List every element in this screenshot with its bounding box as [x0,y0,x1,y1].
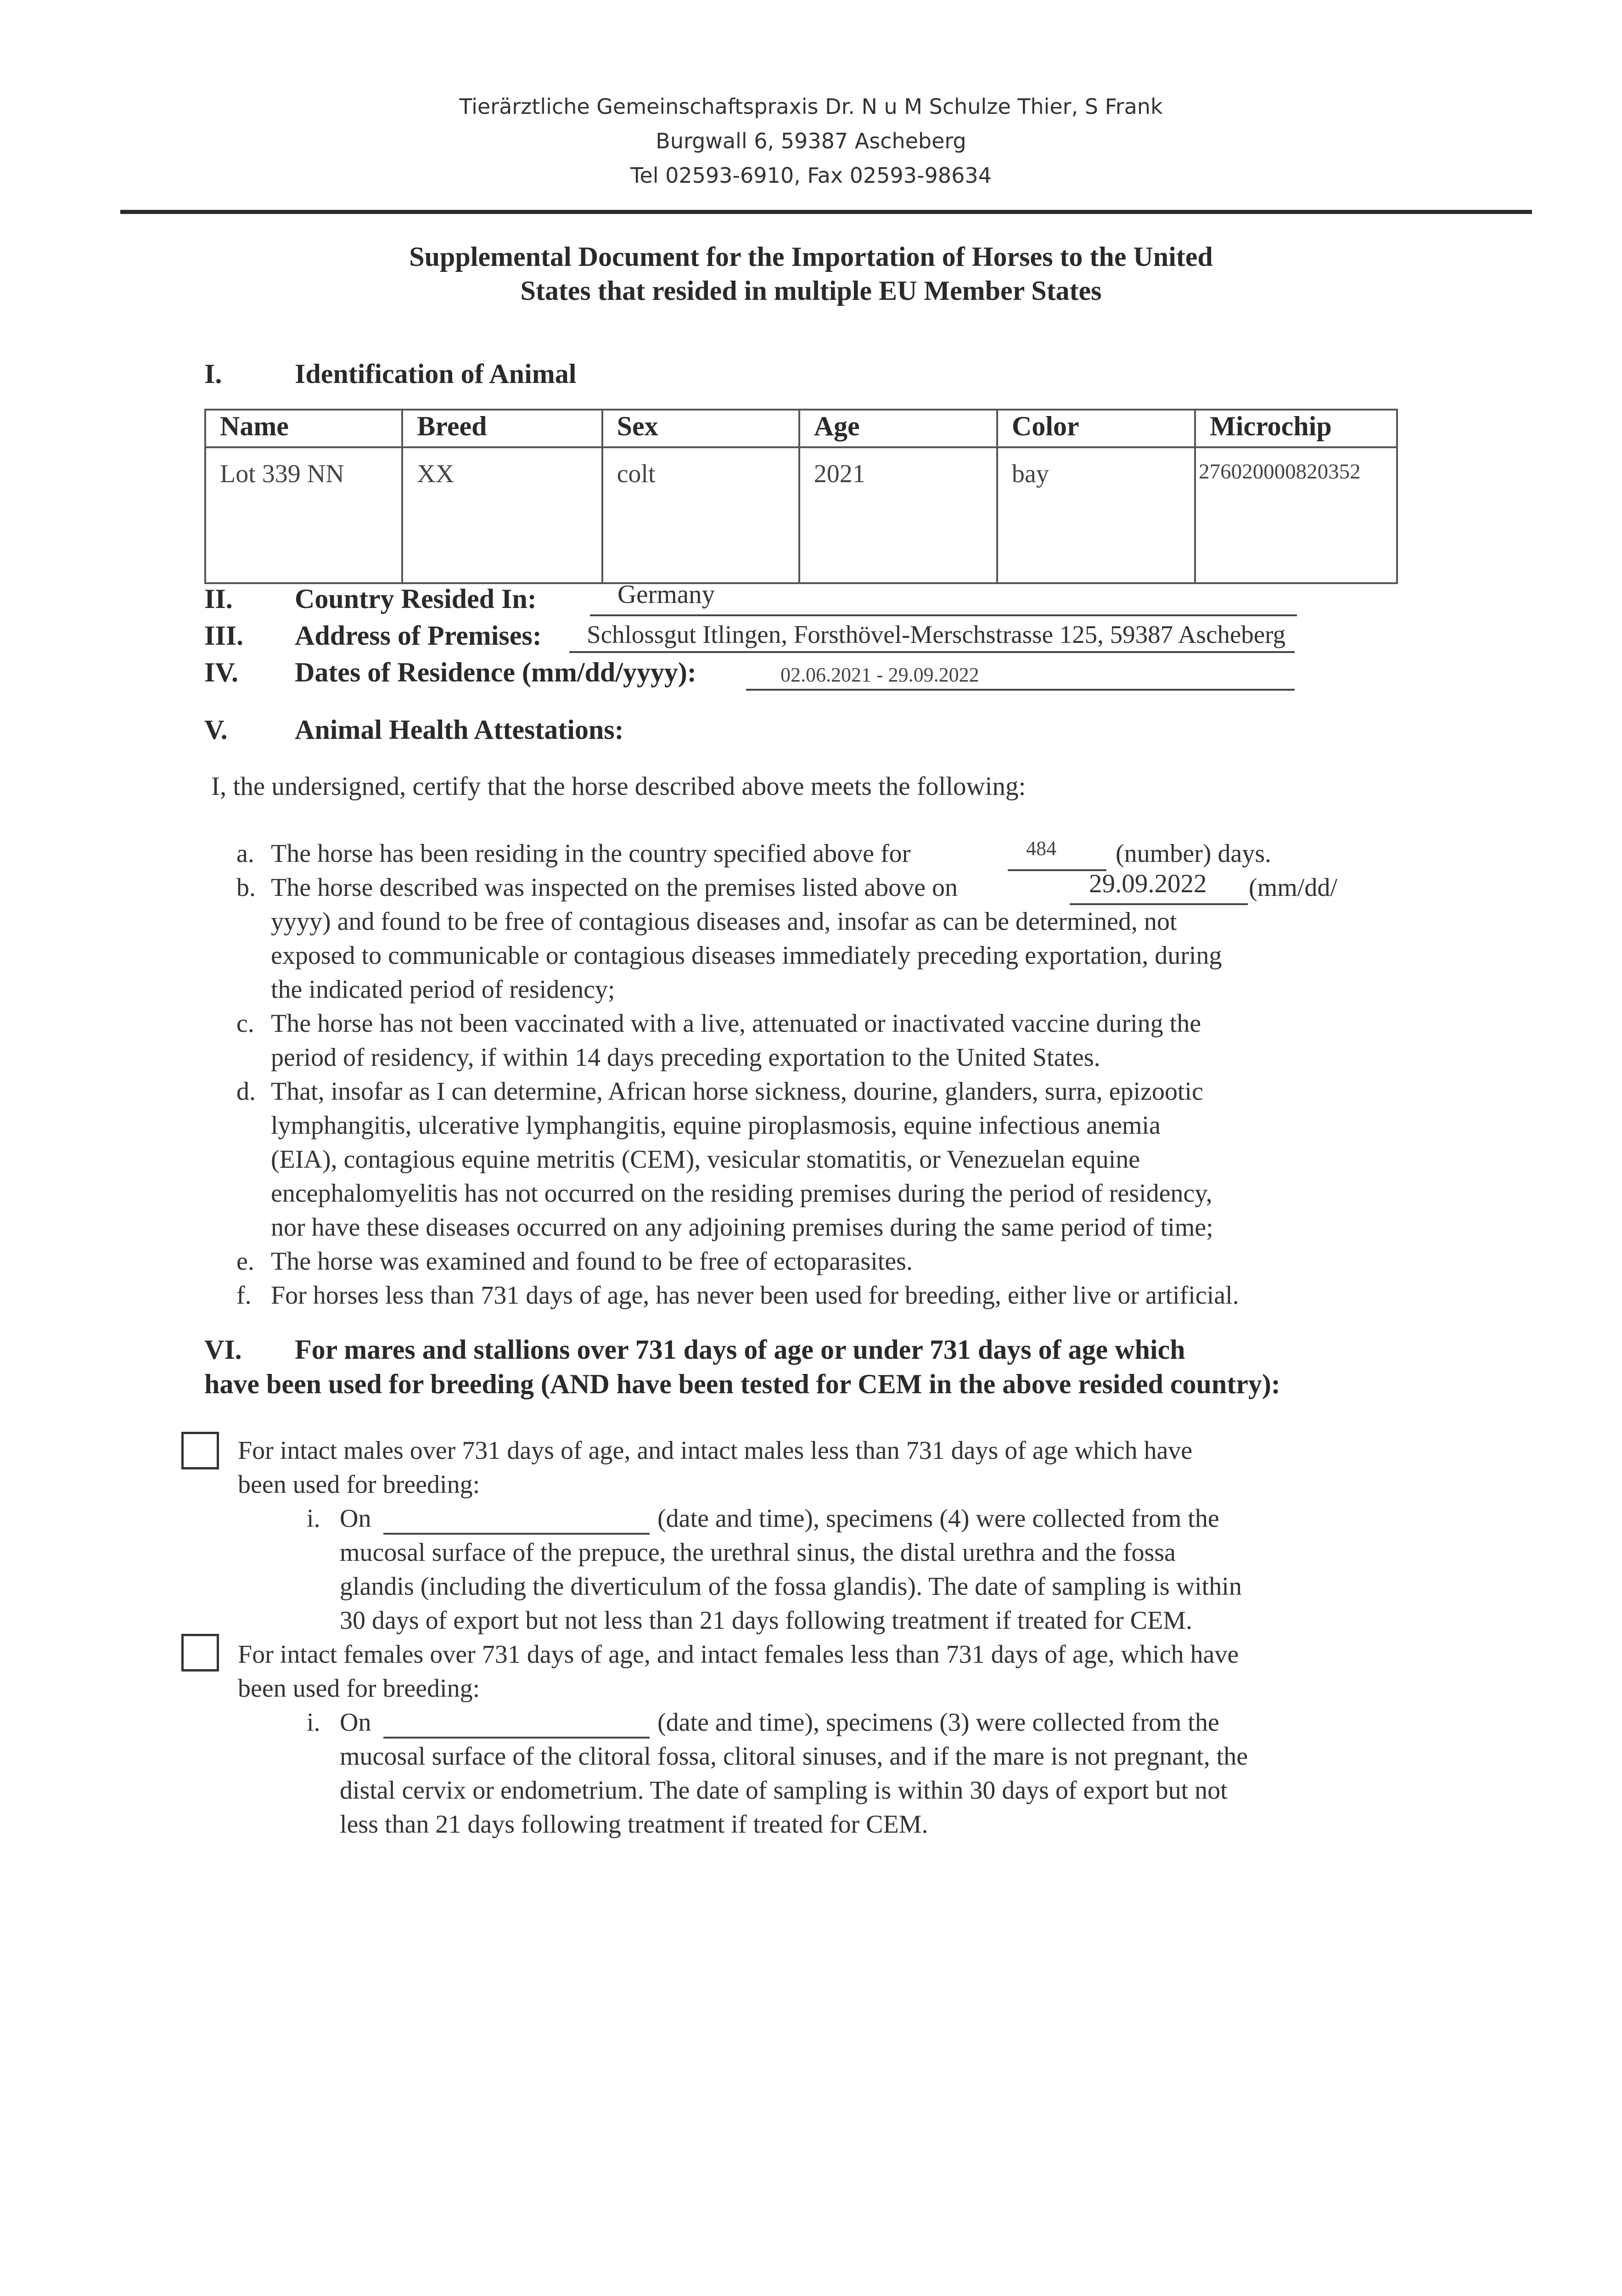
cell-age: 2021 [799,447,997,583]
males-after-blank: (date and time), specimens (4) were collected from the [657,1504,1219,1533]
header-microchip: Microchip [1195,410,1397,447]
document-title-line1: Supplemental Document for the Importation of Horses to the United [409,242,1213,272]
residing-days-value: 484 [1026,837,1056,860]
letterhead-divider [120,210,1532,214]
item-a-marker: a. [236,839,254,868]
section-4-number: IV. [204,657,238,687]
item-c-line2: period of residency, if within 14 days preceding exportation to the United States. [271,1043,1100,1072]
females-after-blank: (date and time), specimens (3) were collected from the [657,1708,1219,1737]
item-e-line1: The horse was examined and found to be free of ectoparasites. [271,1247,913,1276]
letterhead-practice: Tierärztliche Gemeinschaftspraxis Dr. N u M Schulze Thier, S Frank [459,94,1163,119]
males-line1: For intact males over 731 days of age, and intact males less than 731 days of age which have [238,1436,1193,1465]
item-f-line1: For horses less than 731 days of age, has never been used for breeding, either live or artificial. [271,1281,1239,1310]
header-name: Name [205,410,402,447]
females-item-marker: i. [307,1708,320,1737]
males-on-label: On [340,1504,371,1533]
section-6-label-line1: For mares and stallions over 731 days of age or under 731 days of age which [295,1334,1185,1365]
section-3-number: III. [204,620,244,651]
section-2-number: II. [204,584,233,614]
item-b-line3: the indicated period of residency; [271,975,615,1004]
section-5-label: Animal Health Attestations: [295,715,624,745]
country-value: Germany [617,580,715,609]
item-b-text: The horse described was inspected on the premises listed above on [271,873,958,902]
item-b-line2: exposed to communicable or contagious diseases immediately preceding exportation, during [271,941,1222,970]
header-color: Color [997,410,1195,447]
females-on-label: On [340,1708,371,1737]
males-cont-line1: mucosal surface of the prepuce, the urethral sinus, the distal urethra and the fossa [340,1538,1176,1567]
females-cont-line3: less than 21 days following treatment if treated for CEM. [340,1810,928,1839]
letterhead-phone: Tel 02593-6910, Fax 02593-98634 [630,163,992,188]
item-a-suffix: (number) days. [1116,839,1272,868]
cell-name: Lot 339 NN [205,447,402,583]
cell-breed: XX [402,447,602,583]
address-value: Schlossgut Itlingen, Forsthövel-Merschstrasse 125, 59387 Ascheberg [587,620,1286,648]
section-1-number: I. [204,359,222,389]
item-c-marker: c. [236,1009,254,1038]
dates-value: 02.06.2021 - 29.09.2022 [780,664,979,686]
females-date-blank[interactable] [383,1737,650,1739]
item-d-line1: That, insofar as I can determine, African horse sickness, dourine, glanders, surra, epizootic [271,1077,1203,1106]
address-underline [569,651,1295,653]
males-checkbox[interactable] [181,1432,219,1469]
section-6-number: VI. [204,1334,242,1365]
males-cont-line3: 30 days of export but not less than 21 days following treatment if treated for CEM. [340,1606,1192,1635]
item-d-marker: d. [236,1077,256,1106]
item-d-line4: encephalomyelitis has not occurred on the residing premises during the period of residency, [271,1179,1212,1208]
item-b-marker: b. [236,873,256,902]
item-d-line5: nor have these diseases occurred on any adjoining premises during the same period of time; [271,1213,1213,1242]
header-age: Age [799,410,997,447]
section-3-label: Address of Premises: [295,620,542,651]
document-title-line2: States that resided in multiple EU Member States [520,276,1102,306]
item-b-suffix: (mm/dd/ [1249,873,1337,902]
males-item-marker: i. [307,1504,320,1533]
section-2-label: Country Resided In: [295,584,537,614]
item-f-marker: f. [236,1281,252,1310]
country-underline [590,614,1297,616]
cell-sex: colt [602,447,799,583]
males-line2: been used for breeding: [238,1470,480,1499]
item-d-line3: (EIA), contagious equine metritis (CEM), vesicular stomatitis, or Venezuelan equine [271,1145,1140,1174]
section-5-number: V. [204,715,228,745]
cell-color: bay [997,447,1195,583]
females-line1: For intact females over 731 days of age, and intact females less than 731 days of age, which have [238,1640,1239,1669]
item-d-line2: lymphangitis, ulcerative lymphangitis, equine piroplasmosis, equine infectious anemia [271,1111,1161,1140]
header-breed: Breed [402,410,602,447]
section-6-label-line2: have been used for breeding (AND have been tested for CEM in the above resided country): [204,1369,1280,1399]
females-checkbox[interactable] [181,1634,219,1671]
inspection-date-value: 29.09.2022 [1089,869,1207,898]
item-c-line1: The horse has not been vaccinated with a live, attenuated or inactivated vaccine during the [271,1009,1201,1038]
males-date-blank[interactable] [383,1533,650,1535]
cell-microchip: 276020000820352 [1195,447,1397,583]
dates-underline [746,689,1295,691]
item-a-text: The horse has been residing in the country specified above for [271,839,911,868]
females-cont-line1: mucosal surface of the clitoral fossa, clitoral sinuses, and if the mare is not pregnant, the [340,1742,1248,1771]
table-row [205,447,1397,583]
item-b-line1: yyyy) and found to be free of contagious diseases and, insofar as can be determined, not [271,907,1177,936]
males-cont-line2: glandis (including the diverticulum of the fossa glandis). The date of sampling is within [340,1572,1242,1601]
section-4-label: Dates of Residence (mm/dd/yyyy): [295,657,696,687]
letterhead-address: Burgwall 6, 59387 Ascheberg [656,129,966,153]
table-header-row [205,410,1397,447]
attestation-intro: I, the undersigned, certify that the horse described above meets the following: [211,772,1026,801]
females-cont-line2: distal cervix or endometrium. The date of sampling is within 30 days of export but not [340,1776,1228,1805]
females-line2: been used for breeding: [238,1674,480,1703]
header-sex: Sex [602,410,799,447]
item-e-marker: e. [236,1247,254,1276]
section-1-label: Identification of Animal [295,359,577,389]
animal-identification-table [204,409,1398,584]
